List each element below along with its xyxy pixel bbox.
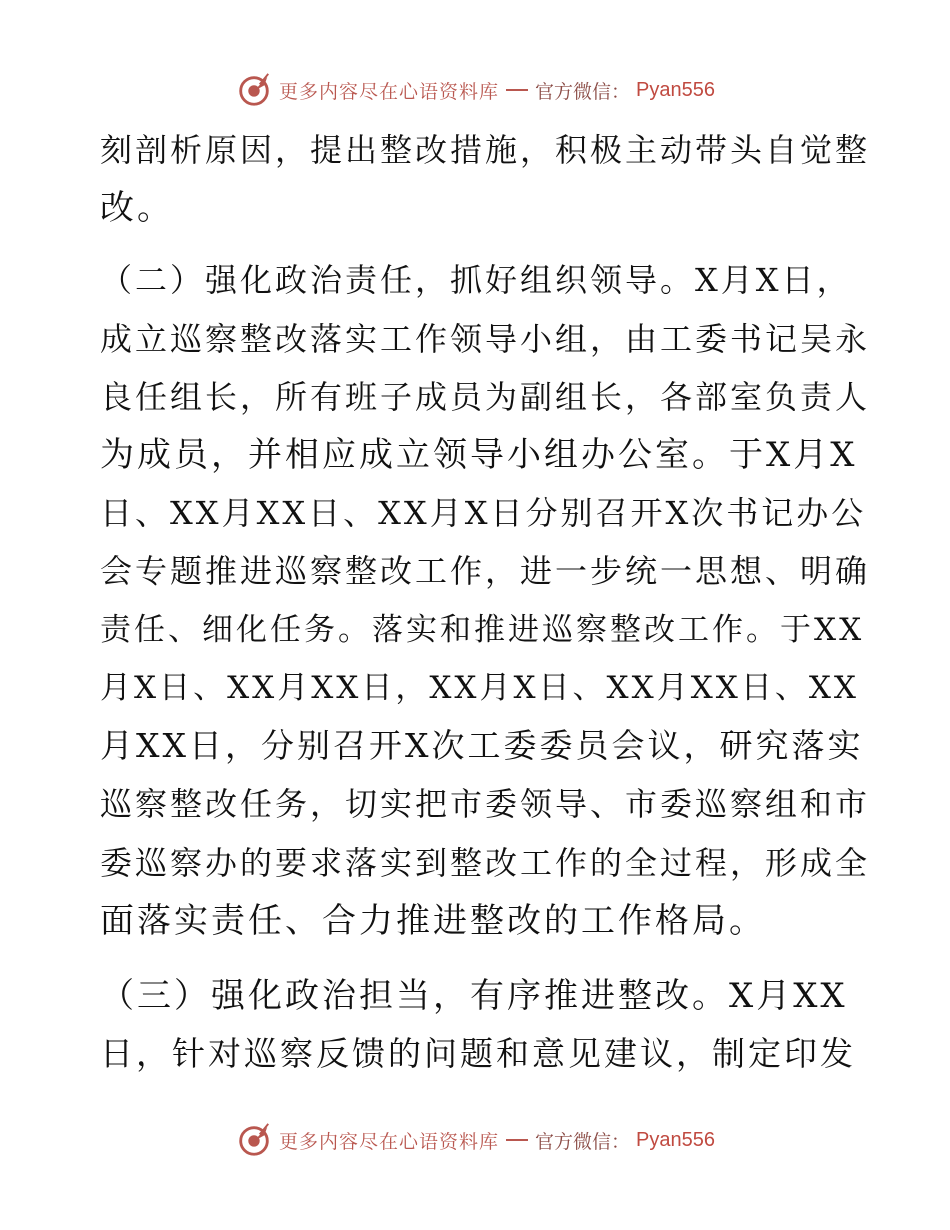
body-line: 日、XX月XX日、XX月X日分别召开X次书记办公 <box>100 494 867 532</box>
body-line: （二）强化政治责任，抓好组织领导。X月X日， <box>100 261 852 299</box>
body-line: 成立巡察整改落实工作领导小组，由工委书记吴永 <box>100 320 871 358</box>
watermark-wechat-id: Pyan556 <box>636 78 715 101</box>
watermark-text: 更多内容尽在心语资料库 <box>279 80 500 103</box>
body-line: 刻剖析原因，提出整改措施，积极主动带头自觉整 <box>100 131 871 169</box>
watermark-footer <box>0 1118 950 1162</box>
watermark-dash <box>506 89 528 91</box>
watermark-official-label: 官方微信： <box>535 80 631 103</box>
body-line: 责任、细化任务。落实和推进巡察整改工作。于XX <box>100 612 865 648</box>
watermark-wechat-id: Pyan556 <box>636 1128 715 1151</box>
watermark-official-label: 官方微信： <box>535 1130 631 1153</box>
body-line: 改。 <box>100 188 174 228</box>
body-line: 会专题推进巡察整改工作，进一步统一思想、明确 <box>100 552 871 590</box>
body-line: 为成员，并相应成立领导小组办公室。于X月X <box>100 435 858 475</box>
body-line: 月X日、XX月XX日，XX月X日、XX月XX日、XX <box>100 670 859 706</box>
watermark-text: 更多内容尽在心语资料库 <box>279 1130 500 1153</box>
body-line: 良任组长，所有班子成员为副组长，各部室负责人 <box>100 378 871 416</box>
body-line: 日，针对巡察反馈的问题和意见建议，制定印发 <box>100 1034 856 1073</box>
logo-icon <box>235 1121 273 1159</box>
body-line: （三）强化政治担当，有序推进整改。X月XX <box>100 976 848 1016</box>
logo-icon <box>235 71 273 109</box>
watermark-dash <box>506 1139 528 1141</box>
body-line: 巡察整改任务，切实把市委领导、市委巡察组和市 <box>100 785 871 823</box>
body-line: 委巡察办的要求落实到整改工作的全过程，形成全 <box>100 844 871 882</box>
watermark-header <box>0 68 950 112</box>
body-line: 月XX日，分别召开X次工委委员会议，研究落实 <box>100 726 864 765</box>
body-line: 面落实责任、合力推进整改的工作格局。 <box>100 901 766 941</box>
